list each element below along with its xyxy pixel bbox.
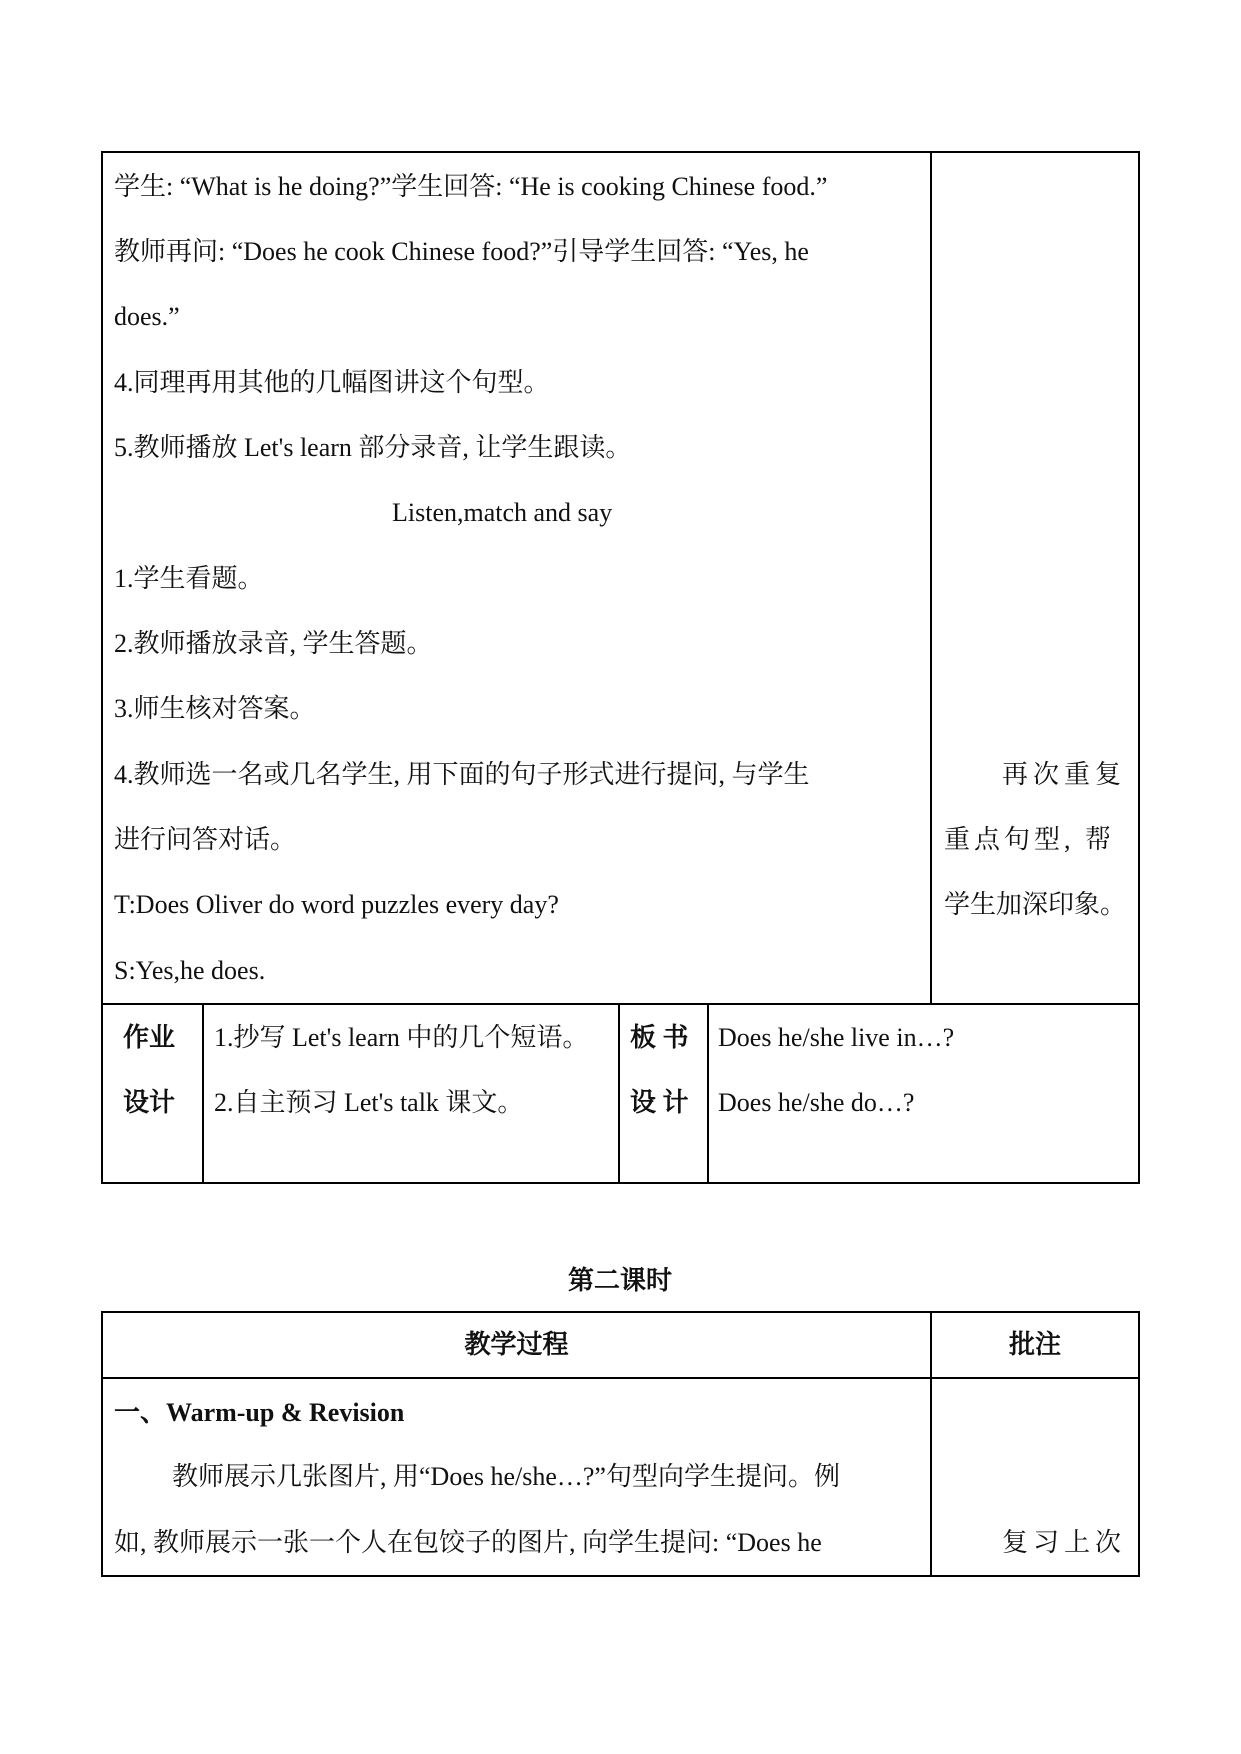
homework-label: 设计	[123, 1088, 176, 1117]
activity-subheading: Listen,match and say	[392, 498, 613, 527]
board-label-left-divider	[618, 1003, 620, 1183]
homework-label-divider	[202, 1003, 204, 1183]
table2-top-border	[101, 1311, 1140, 1313]
table1-right-border	[1138, 151, 1140, 1184]
lesson-line: 如, 教师展示一张一个人在包饺子的图片, 向学生提问: “Does he	[114, 1528, 822, 1557]
lesson-line: 2.教师播放录音, 学生答题。	[114, 629, 433, 658]
warmup-heading: 一、Warm-up & Revision	[114, 1398, 405, 1427]
lesson-line: does.”	[114, 302, 180, 331]
lesson-line: 教师展示几张图片, 用“Does he/she…?”句型向学生提问。例	[172, 1462, 840, 1491]
table2-header-divider	[101, 1377, 1140, 1379]
lesson-line: 进行问答对话。	[114, 825, 297, 854]
table1-row-divider	[101, 1003, 1140, 1005]
note-line: 重点句型, 帮	[944, 825, 1116, 854]
board-design-label: 设 计	[630, 1088, 689, 1117]
section-title: 第二课时	[567, 1266, 672, 1295]
board-label-right-divider	[707, 1003, 709, 1183]
note-line: 学生加深印象。	[944, 890, 1127, 919]
lesson-line: 5.教师播放 Let's learn 部分录音, 让学生跟读。	[114, 433, 632, 462]
homework-label: 作业	[123, 1023, 176, 1052]
table1-notes-divider	[930, 151, 932, 1004]
lesson-line: 4.教师选一名或几名学生, 用下面的句子形式进行提问, 与学生	[114, 760, 810, 789]
table2-right-border	[1138, 1311, 1140, 1577]
board-design-item: Does he/she do…?	[718, 1088, 915, 1117]
lesson-line: 1.学生看题。	[114, 564, 264, 593]
table1-left-border	[101, 151, 103, 1184]
board-design-item: Does he/she live in…?	[718, 1023, 955, 1052]
lesson-line: 4.同理再用其他的几幅图讲这个句型。	[114, 368, 550, 397]
homework-item: 2.自主预习 Let's talk 课文。	[214, 1088, 524, 1117]
lesson-line: 3.师生核对答案。	[114, 694, 316, 723]
table1-top-border	[101, 151, 1140, 153]
homework-item: 1.抄写 Let's learn 中的几个短语。	[214, 1023, 589, 1052]
table1-bottom-border	[101, 1182, 1140, 1184]
lesson-line: T:Does Oliver do word puzzles every day?	[114, 890, 559, 919]
header-teaching-process: 教学过程	[464, 1330, 569, 1359]
lesson-line: 教师再问: “Does he cook Chinese food?”引导学生回答: “Yes, he	[114, 237, 809, 266]
header-notes: 批注	[1008, 1330, 1061, 1359]
note-line: 复习上次	[1002, 1528, 1127, 1557]
lesson-line: 学生: “What is he doing?”学生回答: “He is cooking Chinese food.”	[114, 172, 828, 201]
table2-bottom-border	[101, 1575, 1140, 1577]
note-line: 再次重复	[1002, 760, 1127, 789]
board-design-label: 板 书	[630, 1023, 689, 1052]
lesson-line: S:Yes,he does.	[114, 956, 266, 985]
